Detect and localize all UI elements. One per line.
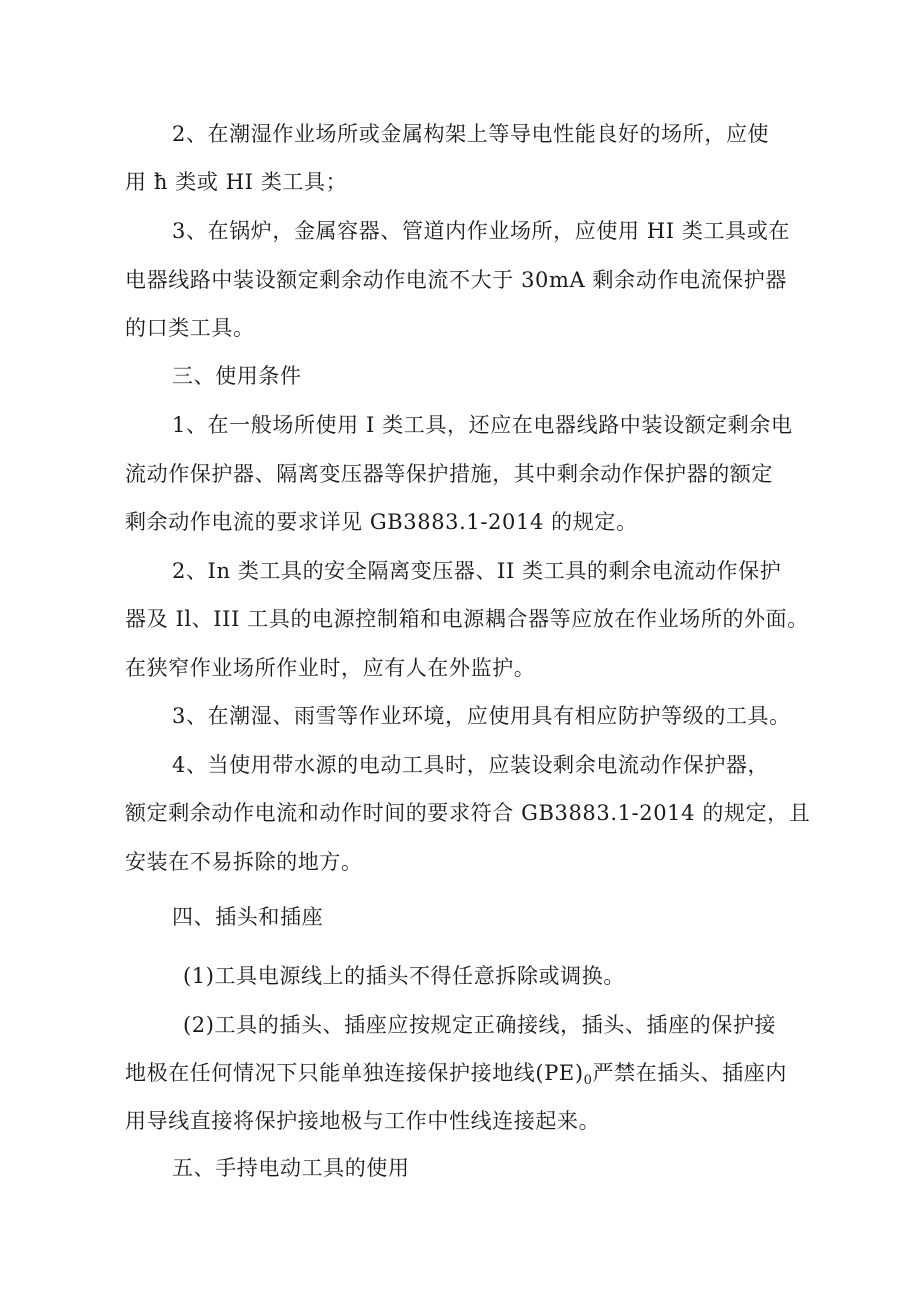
paragraph-line: 流动作保护器、隔离变压器等保护措施，其中剩余动作保护器的额定	[125, 462, 773, 486]
paragraph-line: 2、In 类工具的安全隔离变压器、II 类工具的剩余电流动作保护	[172, 559, 782, 583]
paragraph-line: 在狭窄作业场所作业时，应有人在外监护。	[125, 656, 536, 680]
paragraph-line: 4、当使用带水源的电动工具时，应装设剩余电流动作保护器，	[172, 753, 770, 777]
line-text: 地极在任何情况下只能单独连接保护接地线(PE)	[125, 1061, 584, 1085]
paragraph-line: 用 ħ 类或 HI 类工具；	[125, 170, 348, 194]
paragraph-line: (1)工具电源线上的插头不得任意拆除或调换。	[183, 964, 625, 988]
paragraph-line: 器及 Il、III 工具的电源控制箱和电源耦合器等应放在作业场所的外面。	[125, 607, 809, 631]
paragraph-line: 剩余动作电流的要求详见 GB3883.1-2014 的规定。	[125, 510, 638, 534]
paragraph-line: 用导线直接将保护接地极与工作中性线连接起来。	[125, 1109, 601, 1133]
paragraph-line: (2)工具的插头、插座应按规定正确接线，插头、插座的保护接	[183, 1013, 777, 1037]
paragraph-line: 2、在潮湿作业场所或金属构架上等导电性能良好的场所，应使	[172, 122, 770, 146]
section-heading: 四、插头和插座	[172, 905, 324, 929]
paragraph-line: 额定剩余动作电流和动作时间的要求符合 GB3883.1-2014 的规定，且	[125, 801, 811, 825]
paragraph-line: 电器线路中装设额定剩余动作电流不大于 30mA 剩余动作电流保护器	[125, 268, 787, 292]
line-text: 严禁在插头、插座内	[592, 1061, 787, 1085]
paragraph-line: 1、在一般场所使用 I 类工具，还应在电器线路中装设额定剩余电	[172, 413, 793, 437]
paragraph-line: 3、在潮湿、雨雪等作业环境，应使用具有相应防护等级的工具。	[172, 704, 791, 728]
paragraph-line	[125, 1058, 787, 1096]
subscript-zero: 0	[583, 1073, 593, 1088]
paragraph-line: 的口类工具。	[125, 316, 255, 340]
section-heading: 五、手持电动工具的使用	[172, 1156, 410, 1180]
paragraph-line: 3、在锅炉，金属容器、管道内作业场所，应使用 HI 类工具或在	[172, 219, 790, 243]
paragraph-line: 安装在不易拆除的地方。	[125, 850, 363, 874]
section-heading: 三、使用条件	[172, 364, 302, 388]
